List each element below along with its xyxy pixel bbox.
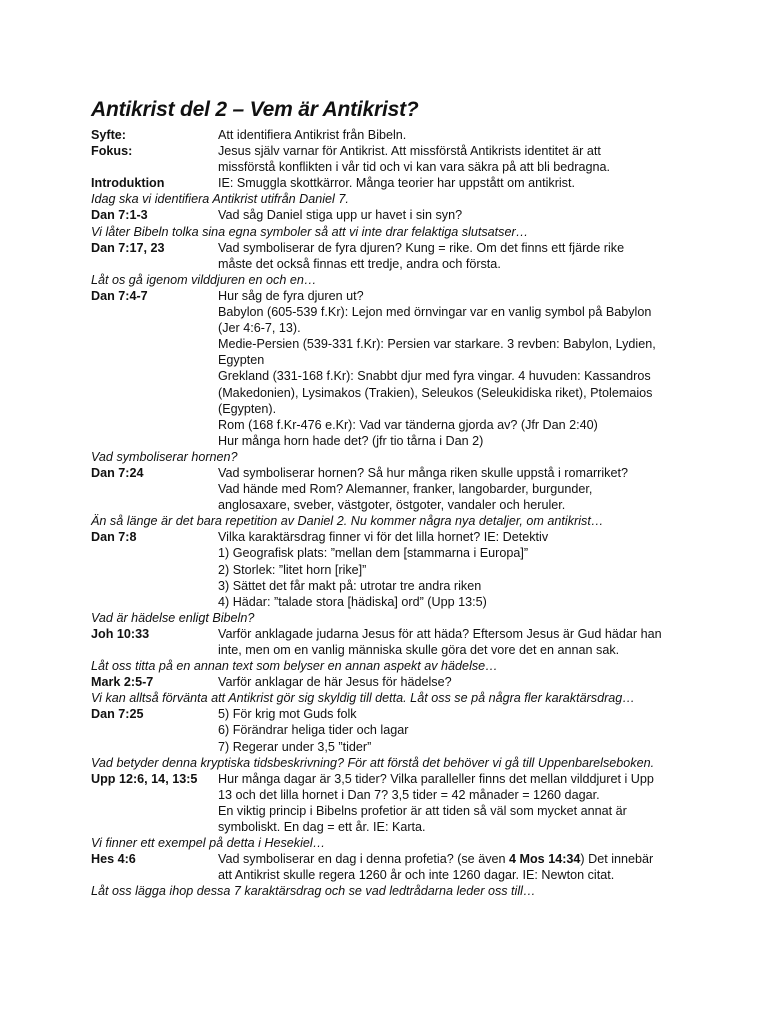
outline-continuation: (Jer 4:6-7, 13). [218, 321, 301, 336]
scripture-reference: Joh 10:33 [91, 626, 150, 641]
bold-reference: 4 Mos 14:34 [509, 852, 581, 867]
outline-row [91, 706, 681, 722]
scripture-reference: Dan 7:8 [91, 530, 137, 545]
outline-continuation: 3) Sättet det får makt på: utrotar tre andra riken [218, 578, 482, 593]
outline-text-part: Vad symboliserar en dag i denna profetia? (se även [218, 852, 509, 867]
outline-text: Vad såg Daniel stiga upp ur havet i sin syn? [218, 208, 463, 223]
outline-continuation: (Makedonien), Lysimakos (Trakien), Seleukos (Seleukidiska riket), Ptolemaios [218, 385, 653, 400]
outline-row [91, 626, 681, 642]
outline-row [91, 175, 681, 191]
outline-continuation: inte, men om en vanlig människa skulle göra det vore det en annan sak. [218, 643, 620, 657]
outline-continuation: 7) Regerar under 3,5 ”tider” [218, 739, 372, 754]
outline-continuation: En viktig princip i Bibelns profetior är att tiden så väl som mycket annat är [218, 803, 627, 818]
scripture-reference: Dan 7:24 [91, 465, 144, 480]
transition-note: Låt oss lägga ihop dessa 7 karaktärsdrag och se vad ledtrådarna leder oss till… [91, 884, 536, 899]
outline-text: Jesus själv varnar för Antikrist. Att missförstå Antikrists identitet är att [218, 144, 601, 159]
outline-continuation: Vad hände med Rom? Alemanner, franker, langobarder, burgunder, [218, 482, 593, 497]
outline-text: Vad symboliserar de fyra djuren? Kung = rike. Om det finns ett fjärde rike [218, 240, 625, 255]
transition-note: Vi finner ett exempel på detta i Hesekiel… [91, 836, 326, 851]
outline-row [91, 288, 681, 304]
outline-text: 5) För krig mot Guds folk [218, 707, 357, 722]
outline-text-part: ) Det innebär [580, 852, 654, 867]
scripture-reference: Fokus: [91, 144, 133, 159]
outline-continuation: anglosaxare, sveber, västgoter, östgoter, vandaler och heruler. [218, 498, 566, 513]
outline-row [91, 240, 681, 256]
outline-continuation: 4) Hädar: ”talade stora [hädiska] ord” (Upp 13:5) [218, 594, 487, 609]
outline-continuation: 2) Storlek: ”litet horn [rike]” [218, 562, 367, 577]
outline-continuation: Egypten [218, 353, 265, 368]
outline-text: Att identifiera Antikrist från Bibeln. [218, 128, 407, 142]
outline-continuation: 1) Geografisk plats: ”mellan dem [stammarna i Europa]” [218, 546, 529, 561]
outline-continuation: Rom (168 f.Kr-476 e.Kr): Vad var tänderna gjorda av? (Jfr Dan 2:40) [218, 417, 598, 432]
outline-row [91, 465, 681, 481]
transition-note: Låt oss titta på en annan text som belyser en annan aspekt av hädelse… [91, 659, 498, 674]
outline-text: Varför anklagar de här Jesus för hädelse? [218, 675, 452, 690]
outline-row [91, 127, 681, 143]
outline-text: Varför anklagade judarna Jesus för att häda? Eftersom Jesus är Gud hädar han [218, 626, 662, 641]
transition-note: Idag ska vi identifiera Antikrist utifrån Daniel 7. [91, 192, 349, 207]
outline-row [91, 851, 681, 867]
scripture-reference: Dan 7:25 [91, 707, 144, 722]
outline-continuation: missförstå konflikten i vår tid och vi kan vara säkra på att bli bedragna. [218, 160, 610, 175]
transition-note: Vad symboliserar hornen? [91, 449, 238, 464]
outline-continuation: Medie-Persien (539-331 f.Kr): Persien var starkare. 3 revben: Babylon, Lydien, [218, 337, 656, 352]
outline-text: Vilka karaktärsdrag finner vi för det lilla hornet? IE: Detektiv [218, 530, 549, 545]
transition-note: Vi kan alltså förvänta att Antikrist gör sig skyldig till detta. Låt oss se på några fler karaktärsdrag… [91, 691, 635, 706]
sermon-outline [91, 127, 681, 900]
outline-continuation: 6) Förändrar heliga tider och lagar [218, 723, 409, 738]
outline-text [218, 851, 681, 867]
scripture-reference: Upp 12:6, 14, 13:5 [91, 771, 198, 786]
outline-continuation: Hur många horn hade det? (jfr tio tårna i Dan 2) [218, 433, 484, 448]
outline-continuation: Grekland (331-168 f.Kr): Snabbt djur med fyra vingar. 4 huvuden: Kassandros [218, 369, 651, 384]
document-page [91, 96, 681, 900]
outline-continuation: att Antikrist skulle regera 1260 år och inte 1260 dagar. IE: Newton citat. [218, 868, 615, 883]
scripture-reference: Hes 4:6 [91, 852, 136, 867]
outline-row [91, 674, 681, 690]
outline-continuation: 13 och det lilla hornet i Dan 7? 3,5 tider = 42 månader = 1260 dagar. [218, 787, 600, 802]
outline-text: Hur såg de fyra djuren ut? [218, 288, 364, 303]
scripture-reference: Mark 2:5-7 [91, 675, 154, 690]
outline-text: Vad symboliserar hornen? Så hur många riken skulle uppstå i romarriket? [218, 465, 628, 480]
transition-note: Låt os gå igenom vilddjuren en och en… [91, 272, 317, 287]
outline-continuation: (Egypten). [218, 401, 277, 416]
outline-continuation: måste det också finnas ett tredje, andra och första. [218, 256, 501, 271]
outline-text: IE: Smuggla skottkärror. Många teorier har uppstått om antikrist. [218, 176, 575, 191]
outline-continuation: symboliskt. En dag = ett år. IE: Karta. [218, 820, 426, 835]
outline-row [91, 143, 681, 159]
document-title: Antikrist del 2 – Vem är Antikrist? [91, 98, 419, 121]
transition-note: Än så länge är det bara repetition av Daniel 2. Nu kommer några nya detaljer, om antikrist… [91, 514, 604, 529]
outline-row [91, 529, 681, 545]
outline-row [91, 207, 681, 223]
outline-text: Hur många dagar är 3,5 tider? Vilka paralleller finns det mellan vilddjuret i Upp [218, 771, 654, 786]
transition-note: Vad är hädelse enligt Bibeln? [91, 610, 255, 625]
outline-continuation: Babylon (605-539 f.Kr): Lejon med örnvingar var en vanlig symbol på Babylon [218, 305, 652, 320]
scripture-reference: Syfte: [91, 128, 126, 142]
transition-note: Vi låter Bibeln tolka sina egna symboler så att vi inte drar felaktiga slutsatser… [91, 224, 529, 239]
scripture-reference: Introduktion [91, 176, 165, 191]
scripture-reference: Dan 7:1-3 [91, 208, 148, 223]
scripture-reference: Dan 7:4-7 [91, 288, 148, 303]
outline-row [91, 771, 681, 787]
scripture-reference: Dan 7:17, 23 [91, 240, 165, 255]
transition-note: Vad betyder denna kryptiska tidsbeskrivning? För att förstå det behöver vi gå till Uppenbarelseboken. [91, 755, 655, 770]
